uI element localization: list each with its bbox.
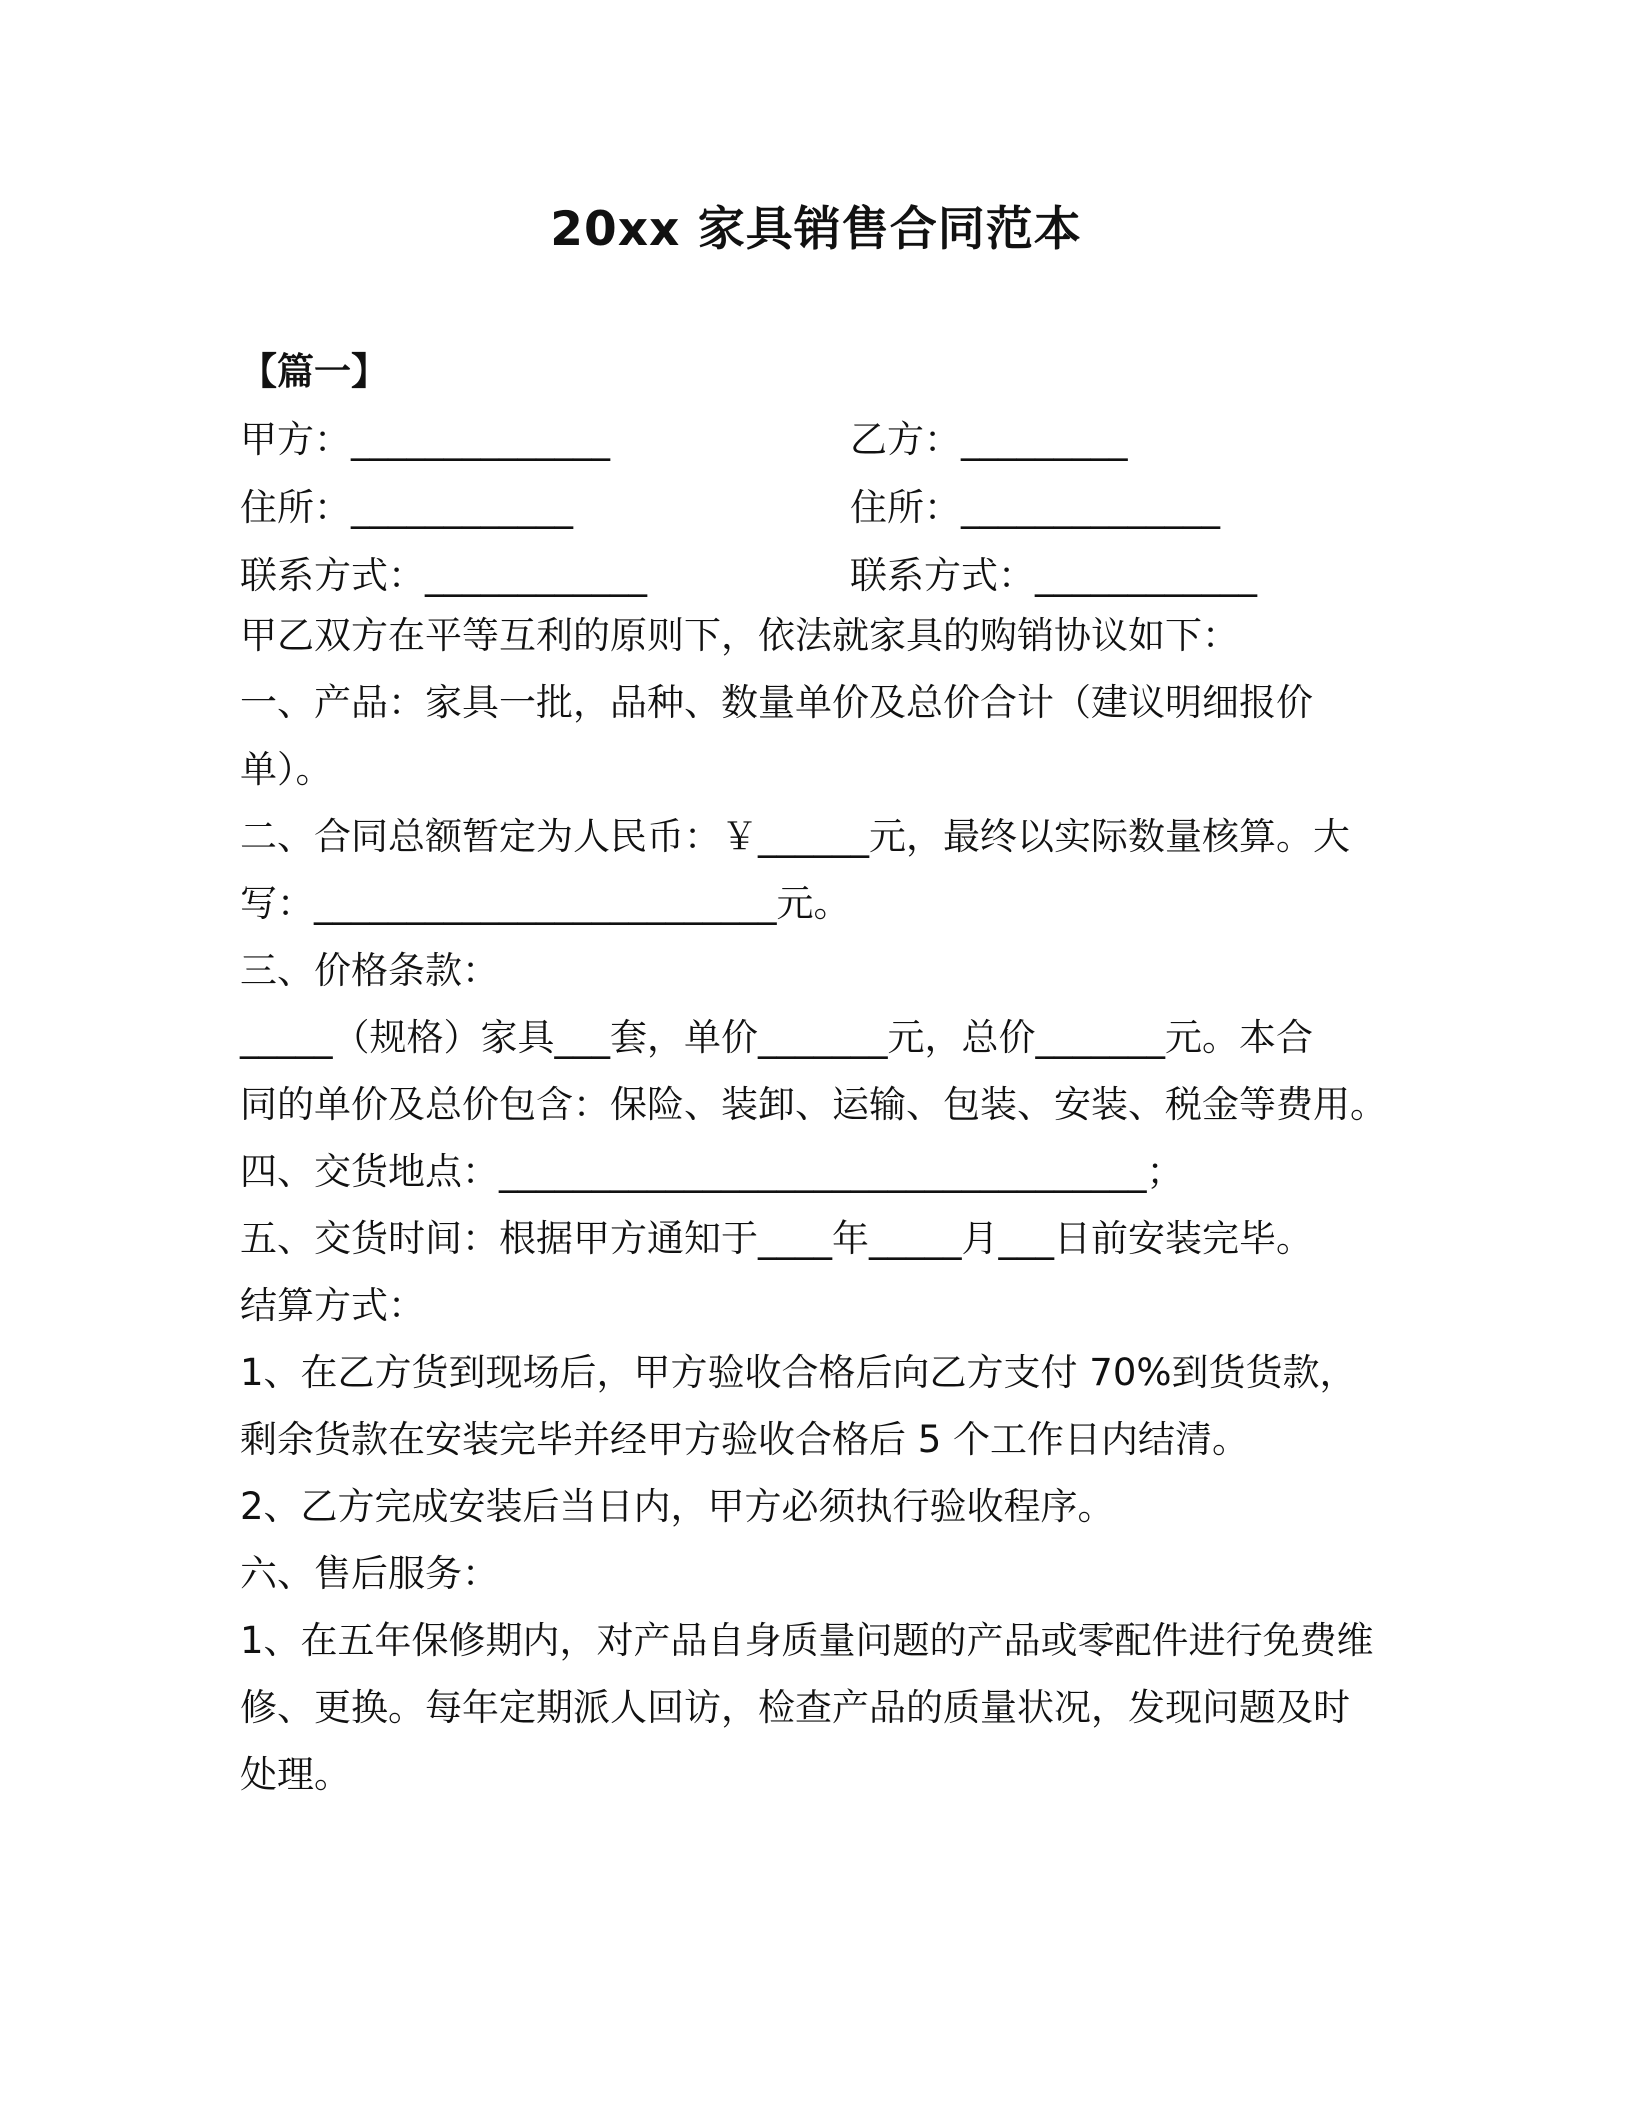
clause-delivery-location — [240, 1148, 1184, 1196]
address-b-field: 住所：______________ — [850, 486, 1220, 529]
clause-number: 五 — [240, 1217, 277, 1260]
body-line: _____（规格）家具___套，单价_______元，总价_______元。本合 — [240, 1016, 1313, 1059]
clause-number: 四 — [240, 1150, 277, 1193]
body-line: 修、更换。每年定期派人回访，检查产品的质量状况，发现问题及时 — [240, 1686, 1350, 1729]
body-line: 2、乙方完成安装后当日内，甲方必须执行验收程序。 — [240, 1485, 1115, 1528]
clause-text: 、交货时间：根据甲方通知于____年_____月___日前安装完毕。 — [277, 1217, 1313, 1260]
section-heading: 【篇一】 — [240, 350, 388, 393]
party-a-field: 甲方：______________ — [240, 418, 610, 461]
body-line: 剩余货款在安装完毕并经甲方验收合格后 5 个工作日内结清。 — [240, 1418, 1250, 1461]
body-line: 1、在五年保修期内，对产品自身质量问题的产品或零配件进行免费维 — [240, 1619, 1374, 1662]
contact-b-field: 联系方式：____________ — [850, 554, 1257, 597]
body-line: 写：_________________________元。 — [240, 882, 851, 925]
document-title: 20xx 家具销售合同范本 — [550, 202, 1082, 257]
party-b-field: 乙方：_________ — [850, 418, 1128, 461]
body-line: 同的单价及总价包含：保险、装卸、运输、包装、安装、税金等费用。 — [240, 1083, 1387, 1126]
body-line: 一、产品：家具一批，品种、数量单价及总价合计（建议明细报价 — [240, 681, 1313, 724]
contact-a-field: 联系方式：____________ — [240, 554, 647, 597]
address-a-field: 住所：____________ — [240, 486, 573, 529]
body-line: 甲乙双方在平等互利的原则下，依法就家具的购销协议如下： — [240, 614, 1239, 657]
body-line: 1、在乙方货到现场后，甲方验收合格后向乙方支付 70%到货货款， — [240, 1351, 1357, 1394]
clause-delivery-time — [240, 1215, 1313, 1263]
body-line: 处理。 — [240, 1753, 351, 1796]
body-line: 二、合同总额暂定为人民币：￥______元，最终以实际数量核算。大 — [240, 815, 1350, 858]
body-line: 三、价格条款： — [240, 949, 499, 992]
body-line: 六、售后服务： — [240, 1552, 499, 1595]
clause-text: 、交货地点：___________________________________； — [277, 1150, 1184, 1193]
body-line: 单）。 — [240, 748, 333, 791]
body-line: 结算方式： — [240, 1284, 425, 1327]
